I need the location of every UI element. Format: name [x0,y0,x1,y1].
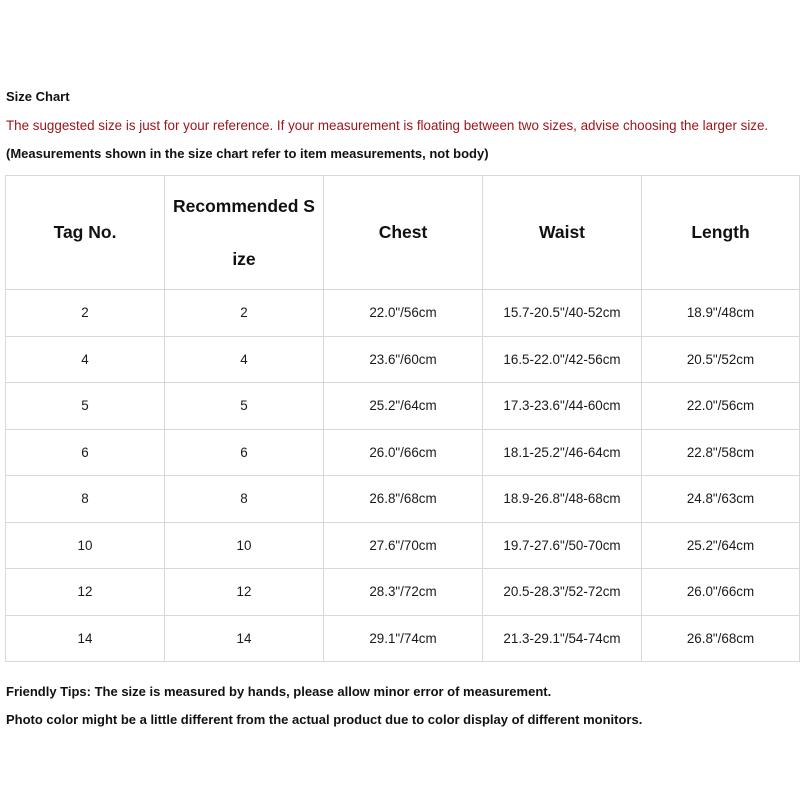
cell-chest: 23.6"/60cm [324,336,483,383]
cell-tag: 10 [6,522,165,569]
cell-length: 22.8"/58cm [642,429,800,476]
table-header-row [6,176,800,290]
cell-length: 18.9"/48cm [642,290,800,337]
size-table [5,175,800,662]
cell-tag: 6 [6,429,165,476]
cell-recommended: 12 [165,569,324,616]
cell-length: 26.8"/68cm [642,615,800,662]
cell-waist: 20.5-28.3"/52-72cm [483,569,642,616]
cell-length: 20.5"/52cm [642,336,800,383]
header-tag-no: Tag No. [6,176,165,290]
cell-chest: 22.0"/56cm [324,290,483,337]
cell-recommended: 14 [165,615,324,662]
table-row [6,383,800,430]
cell-chest: 29.1"/74cm [324,615,483,662]
header-recommended-size-line2: ize [232,248,256,269]
header-length: Length [642,176,800,290]
header-recommended-size-line1: Recommended S [173,195,315,216]
cell-recommended: 8 [165,476,324,523]
cell-recommended: 4 [165,336,324,383]
cell-chest: 26.0"/66cm [324,429,483,476]
table-row [6,476,800,523]
cell-tag: 4 [6,336,165,383]
friendly-tips: Friendly Tips: The size is measured by hands, please allow minor error of measurement. [6,684,552,699]
cell-length: 26.0"/66cm [642,569,800,616]
cell-length: 22.0"/56cm [642,383,800,430]
table-row [6,615,800,662]
cell-chest: 26.8"/68cm [324,476,483,523]
cell-tag: 14 [6,615,165,662]
cell-recommended: 10 [165,522,324,569]
cell-recommended: 6 [165,429,324,476]
cell-waist: 15.7-20.5"/40-52cm [483,290,642,337]
cell-chest: 28.3"/72cm [324,569,483,616]
size-chart-title: Size Chart [6,89,70,104]
cell-waist: 18.1-25.2"/46-64cm [483,429,642,476]
cell-tag: 5 [6,383,165,430]
cell-length: 25.2"/64cm [642,522,800,569]
header-waist: Waist [483,176,642,290]
table-row [6,290,800,337]
cell-chest: 25.2"/64cm [324,383,483,430]
measurement-note: (Measurements shown in the size chart refer to item measurements, not body) [6,146,489,161]
cell-chest: 27.6"/70cm [324,522,483,569]
cell-waist: 21.3-29.1"/54-74cm [483,615,642,662]
cell-waist: 17.3-23.6"/44-60cm [483,383,642,430]
header-chest: Chest [324,176,483,290]
cell-waist: 18.9-26.8"/48-68cm [483,476,642,523]
cell-waist: 19.7-27.6"/50-70cm [483,522,642,569]
color-disclaimer: Photo color might be a little different from the actual product due to color display of different monitors. [6,712,643,727]
cell-recommended: 5 [165,383,324,430]
table-row [6,336,800,383]
table-row [6,569,800,616]
cell-tag: 12 [6,569,165,616]
cell-recommended: 2 [165,290,324,337]
size-advice-notice: The suggested size is just for your reference. If your measurement is floating between two sizes, advise choosing the larger size. [6,118,769,133]
header-recommended-size [165,176,324,290]
table-row [6,522,800,569]
cell-length: 24.8"/63cm [642,476,800,523]
cell-waist: 16.5-22.0"/42-56cm [483,336,642,383]
table-row [6,429,800,476]
cell-tag: 8 [6,476,165,523]
cell-tag: 2 [6,290,165,337]
